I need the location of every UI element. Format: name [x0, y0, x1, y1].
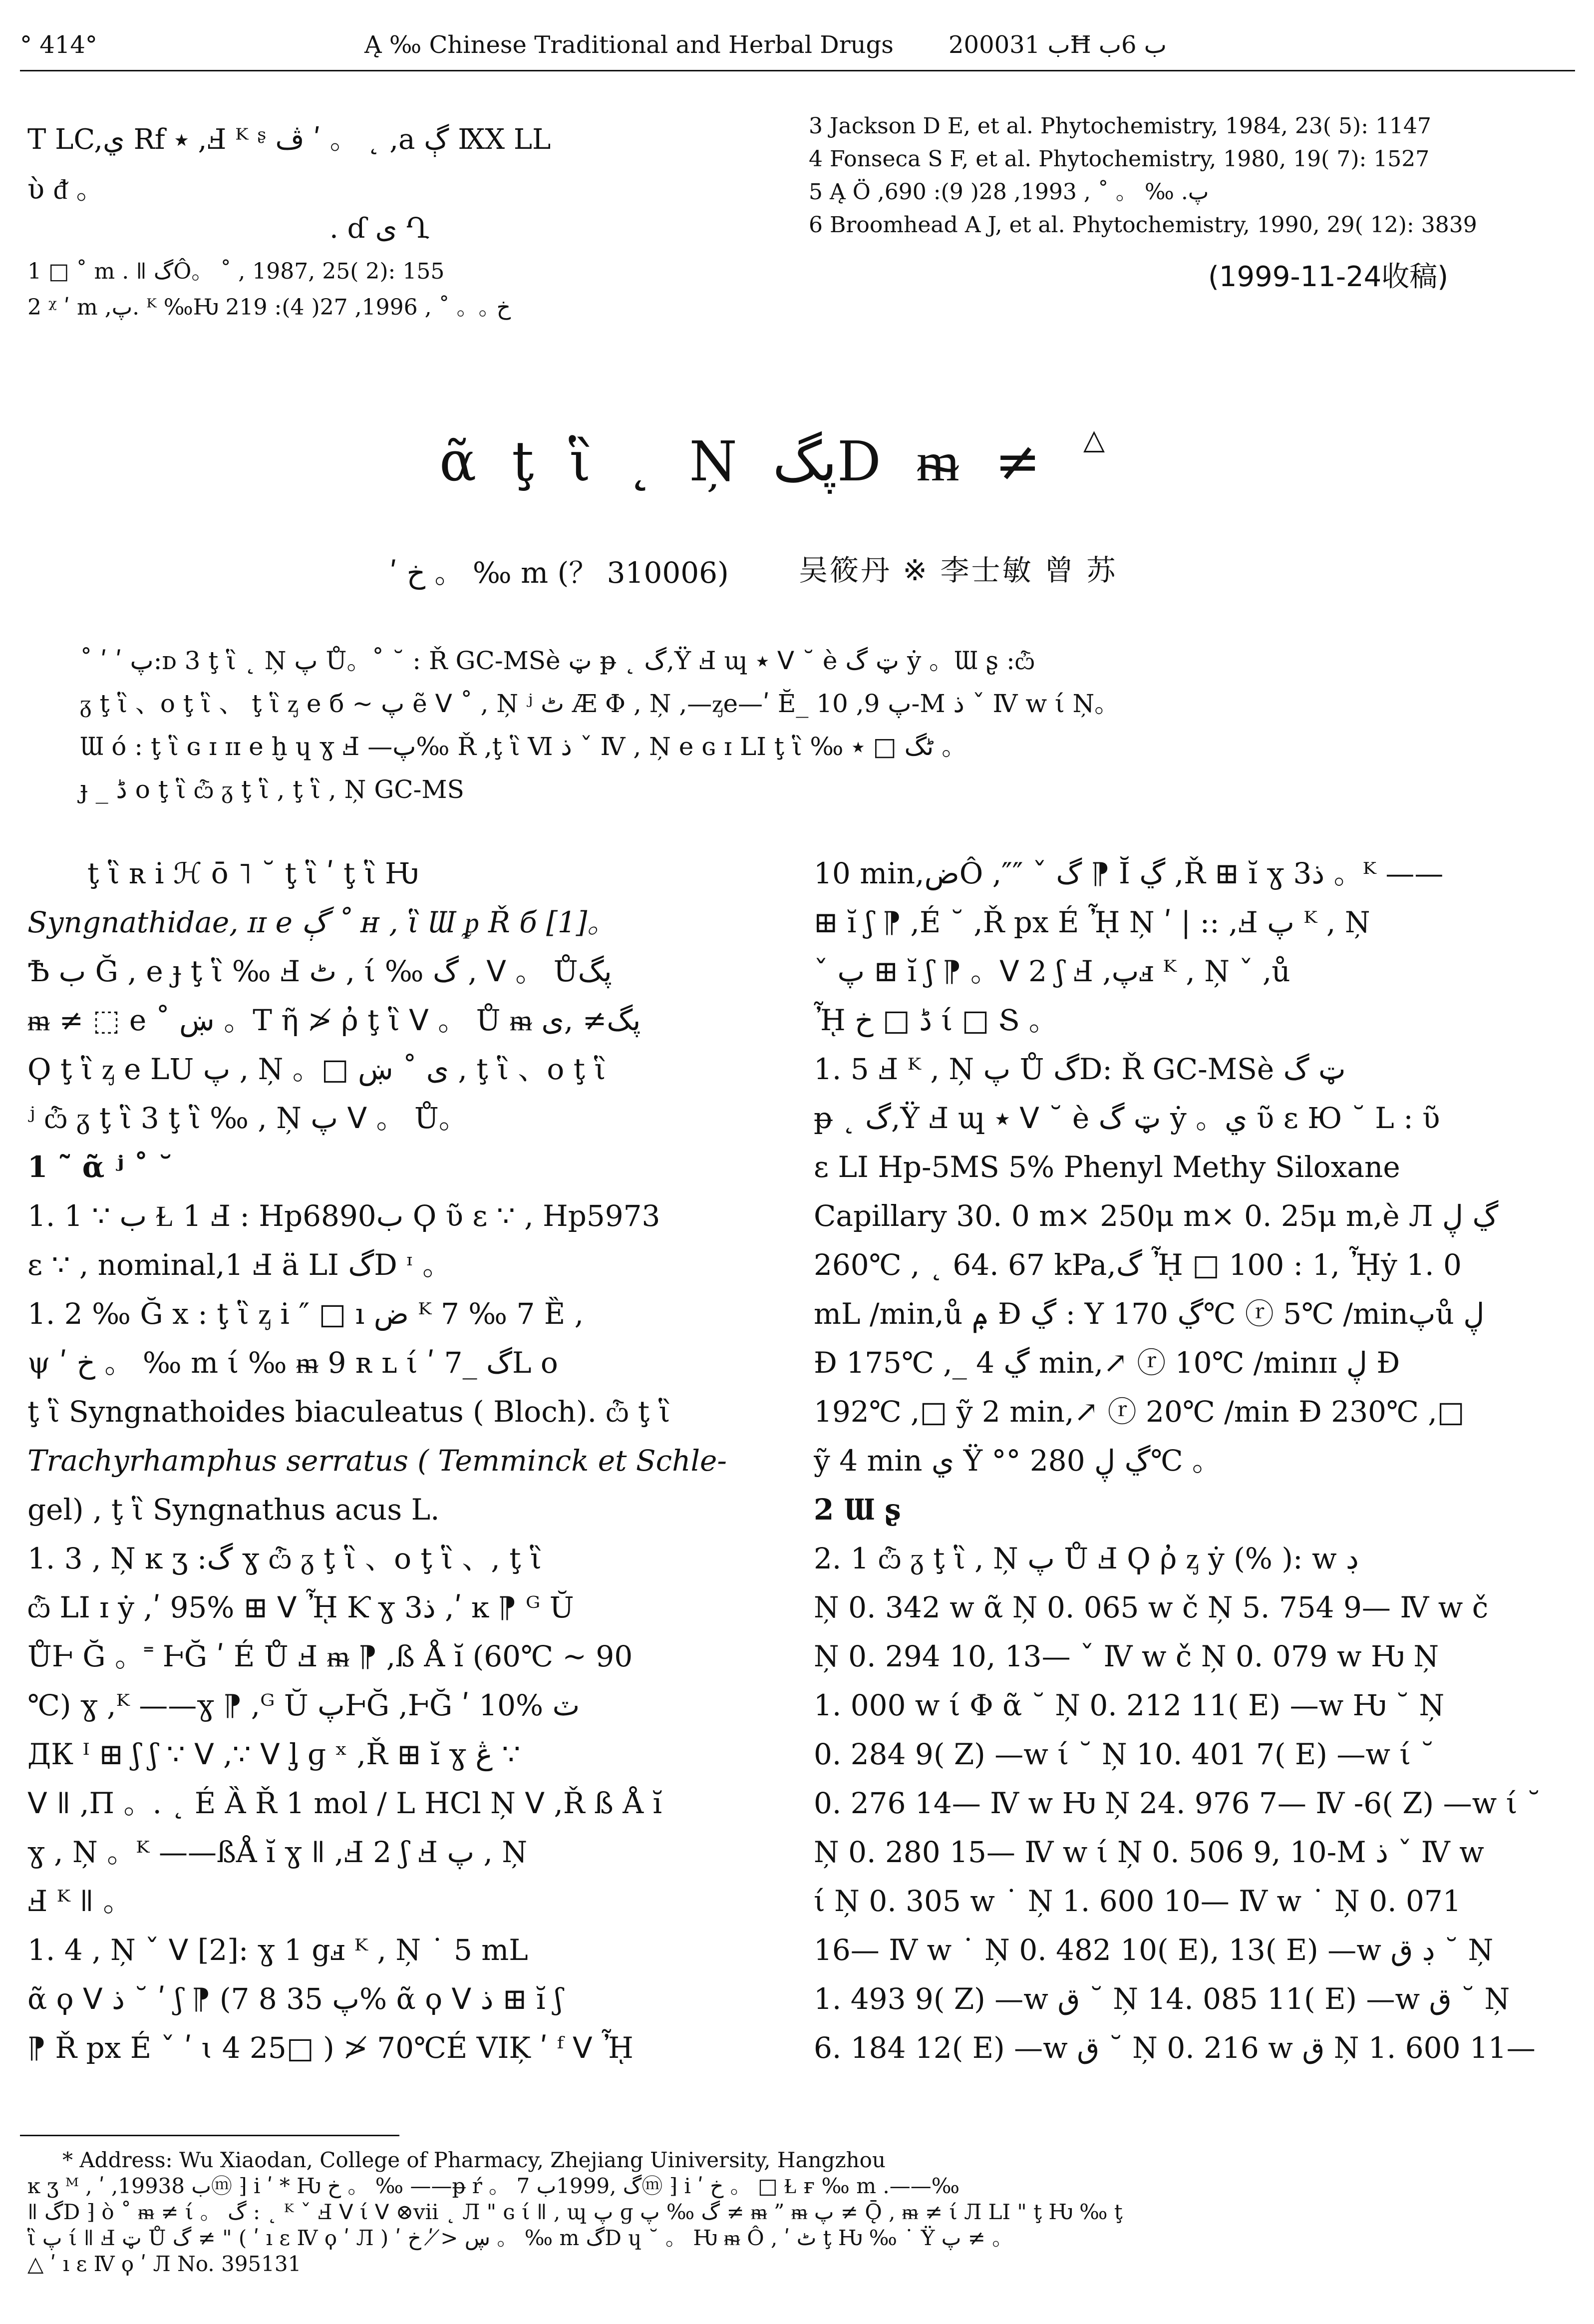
paragraph-line: ŮⱵ Ğ 。˭ ⱵĞ ʹ É Ů Ⅎ ᵯ ⁋ ,ß Å ĭ (60℃ ~ 90	[27, 1639, 633, 1673]
abstract-line: ˚ ʹ ʹ پ:ᴅ 3 ţ ἳ ˛ Ņ پ Ů。˚ ˘ : Ř GC-MSè ټ ᵽ ˛ گ,Ÿ Ⅎ ɰ ٭ ᐯ ˘ è ټ گ ẏ 。Ɯ ʂ :ѽ	[80, 646, 1035, 675]
paragraph-line: ᾞ ڈ □ خ ί □ Տ 。	[814, 1003, 1058, 1037]
paragraph-line: Ϙ ţ ἳ ᶎ e ⅬU پ , Ņ 。□ ى ˚ ښ , ţ ἳ 、o ţ ἳ	[27, 1052, 606, 1086]
reference-item: 3 Jackson D E, et al. Phytochemistry, 1984, 23( 5): 1147	[809, 113, 1431, 139]
paragraph-line: ɛ ∵ , nominal,1 Ⅎ ä ⅬI گD ᶦ 。	[27, 1248, 452, 1282]
body-column-left	[27, 849, 761, 2072]
page-number: ° 414°	[20, 31, 97, 59]
footnote	[27, 2147, 1565, 2277]
footnote-rule	[20, 2135, 399, 2136]
paragraph-line: 16— Ⅳ w ˙ Ņ 0. 482 10( E), 13( E) —w ڊ ق ˘ Ņ	[814, 1933, 1494, 1967]
abstract-line: ᵹ ţ ἳ 、o ţ ἳ 、 ţ ἳ ᶎ e б ~ پ ẽ ᐯ ˚ , Ņ ʲ ٹ Æ Φ , Ņ ,—ᶎe—ʹ Ĕ_ پ 9, 10-Ⅿ ذ ˇ Ⅳ w ί Ņ。	[80, 689, 1120, 718]
paragraph-line: ɛ ⅬI Hp-5MS 5% Phenyl Methy Siloxane	[814, 1150, 1400, 1184]
reference-list-left	[27, 254, 511, 326]
paragraph-line: Syngnathidae, ɪɪ e ڳ ˚ ʜ , ἳ Ɯ ᵱ Ř б [1]。	[27, 905, 617, 939]
paragraph-line: ψ ʹ خ 。 ‰ m ί ‰ ᵯ 9 ʀ ʟ ί ʹ 7_ گⅬ o	[27, 1346, 558, 1380]
affiliation: ʹ خ 。 ‰ m (？ 310006)	[389, 556, 729, 590]
received-date: (1999-11-24收稿)	[1208, 261, 1449, 293]
section-heading: 1 ˜ ᾶ ʲ ˚ ˘	[27, 1150, 173, 1184]
keywords-line: ɟ _ ڈ o ţ ἳ ѽ ᵹ ţ ἳ , ţ ἳ , Ņ GC-MS	[80, 775, 464, 804]
paragraph-line: ⁋ Ř px É ˇ ʹ ɩ 4 25□ ) ≯ 70℃É VIĶ ʹ ᶠ ᐯ ᾞ	[27, 2031, 634, 2065]
footnote-line: ĸ ʒ ᴹ , ʹ ,1993ب 8ⓜ ⁆ і ʹ * Ƕ خ 。 ‰ ——ᵽ ŕ 。 گ ,1999ب 7ⓜ ⁆ і ʹ خ 。 □ Ɫ ғ ‰ m .——‰	[27, 2174, 960, 2198]
paragraph-line: Trachyrhamphus serratus ( Temminck et Schle-	[27, 1444, 727, 1478]
paragraph-line: 192℃ ,□ ỹ 2 min,↗ ⓡ 20℃ /min Ɖ 230℃ ,□	[814, 1395, 1465, 1429]
paragraph-line: ᐯ ǁ ,Π 。. ˛ É Ȁ Ř 1 mol / L HCl Ņ ᐯ ,Ř ß Å ĭ	[27, 1786, 662, 1820]
paragraph-line: 10 min,ضÔ ,″″ ˇ گ ⁋ Ĭ ڲ ,Ř ⊞ ĭ ɣ 3ذ 。ᴷ ——	[814, 856, 1444, 890]
authors: 吴筱丹 ※ 李士敏 曾 苏	[799, 553, 1118, 587]
paragraph-line: ί Ņ 0. 305 w ˙ Ņ 1. 600 10— Ⅳ w ˙ Ņ 0. 071	[814, 1884, 1461, 1918]
paragraph-line: 6. 184 12( E) —w ق ˘ Ņ 0. 216 w ق Ņ 1. 600 11—	[814, 2031, 1536, 2065]
paragraph-line: 1. 5 Ⅎ ᴷ , Ņ پ Ů گD: Ř GC-MSè ټ گ	[814, 1052, 1346, 1086]
paragraph-line: 1. 2 ‰ Ğ x : ţ ἳ ᶎ і ″ □ ı ض ᴷ 7 ‰ 7 Ȅ ,	[27, 1297, 584, 1331]
paragraph-line: 1. 000 w ί Φ ᾶ ˘ Ņ 0. 212 11( E) —w Ƕ ˘ Ņ	[814, 1688, 1445, 1722]
header-rule	[20, 70, 1575, 71]
reference-list-right	[809, 110, 1477, 242]
paragraph-line: Ņ 0. 294 10, 13— ˇ Ⅳ w č Ņ 0. 079 w Ƕ Ņ	[814, 1639, 1439, 1673]
paragraph-line: ᵽ ˛ گ,Ÿ Ⅎ ɰ ٭ ᐯ ˘ è ټ گ ẏ 。ي ῦ ɛ Ю ˘ Ⅼ : ῦ	[814, 1101, 1440, 1135]
paragraph-line: ỹ 4 min ي Ÿ °° ڲ ڸ 280℃ 。	[814, 1444, 1221, 1478]
footnote-line: △ ʹ ı ɛ Ⅳ ϙ ʹ Л No. 395131	[27, 2252, 302, 2276]
previous-article-tail	[27, 115, 551, 215]
reference-item: 5 Ą Ö ,پ. ‰ 。 ˚ , 1993, 28( 9): 690	[809, 179, 1209, 205]
abstract-line: Ɯ ó : ţ ἳ ɢ ɪ ɪɪ e ḫ ɥ ɣ Ⅎ —پ‰ Ř ,ţ ἳ Ⅵ ذ ˇ Ⅳ , Ņ e ɢ ɪ ⅬI ţ ἳ ‰ ٹگ □ ٭ 。	[80, 732, 967, 761]
reference-item: 2 ᵡ ʹ m ,پ. ᴷ ‰Ƕ خ 。。 ˚ , 1996, 27( 4): 219	[27, 295, 511, 320]
paragraph-line: mL /min,ů ݦ Ɖ ڲ : Y ڲ 170℃ ⓡ 5℃ /minپů ڸ	[814, 1297, 1485, 1331]
reference-item: 1 □ ˚ m . ǁ گÔ。 ˚ , 1987, 25( 2): 155	[27, 259, 445, 284]
paragraph-line: Ⅎ ᴷ ǁ 。	[27, 1884, 132, 1918]
footnote-line: ἳ پ ί ǁ Ⅎ ټ Ů گ ≠ " ( ʹ ı ɛ Ⅳ ϙ ʹ Л ) ʹ ڛ ≯ ʹ خ 。 ‰ m گD ɥ ˘ 。 Ƕ ᵯ Ô , ʹ ٹ ţ Ƕ ‰ ˙ Ÿ پ ≠ 。	[27, 2226, 1013, 2250]
paragraph-line: Ņ 0. 342 w ᾶ Ņ 0. 065 w č Ņ 5. 754 9— Ⅳ w č	[814, 1590, 1489, 1624]
paragraph-line: gel) , ţ ἳ Syngnathus acus L.	[27, 1493, 440, 1527]
paragraph-line: ℃) ɣ ,ᴷ ——ɣ ⁋ ,ᴳ Ŭ پⱵĞ ,ⱵĞ ʹ 10% ٽ	[27, 1688, 580, 1722]
text-line: T LC,ي Rf ٭ ,Ⅎ ᴷ ᶳ ڤ ʹ 。 ˛ ,a ڳ ⅨⅩ ⅬL	[27, 123, 551, 156]
paragraph-line: ᾶ ϙ ᐯ ذ ˘ ʹ ʃ ⁋ (7 8 پ 35% ᾶ ϙ ᐯ ذ ⊞ ĭ ʃ	[27, 1982, 563, 2016]
paragraph-line: 1. 1 ∵ ب Ɫ 1 Ⅎ : Hp6890ب Ϙ ῦ ɛ ∵ , Hp5973	[27, 1199, 660, 1233]
body-column-right	[814, 849, 1573, 2072]
paragraph-line: ˇ پ ⊞ ĭ ʃ ⁋ 。ᐯ 2 ʃ Ⅎ ,پⅎ ᴷ , Ņ ˇ ,ů	[814, 954, 1290, 988]
paragraph-line: ţ ἳ ʀ і ℋ ō ˥ ˘ ţ ἳ ʹ ţ ἳ Ƕ	[87, 856, 418, 890]
paragraph-line: 1. 3 , Ņ ĸ ʒ :گ ɣ ѽ ᵹ ţ ἳ 、o ţ ἳ 、, ţ ἳ	[27, 1542, 542, 1575]
paragraph-line: 1. 4 , Ņ ˇ ᐯ [2]: ɣ 1 gⅎ ᴷ , Ņ ˙ 5 mL	[27, 1933, 528, 1967]
reference-item: 6 Broomhead A J, et al. Phytochemistry, 1990, 29( 12): 3839	[809, 212, 1477, 238]
text-line: ὺ ᵭ 。	[27, 173, 104, 206]
paragraph-line: ʲ ѽ ᵹ ţ ἳ 3 ţ ἳ ‰ , Ņ پ ᐯ 。 Ů。	[27, 1101, 468, 1135]
paragraph-line: Ѣ ب Ğ , e ɟ ţ ἳ ‰ Ⅎ ٹ , ί ‰ گ , ᐯ 。 Ůپگ	[27, 954, 612, 988]
paragraph-line: ДК ᴵ ⊞ ʃ ʃ ∵ ᐯ ,∵ ᐯ ᶅ ɡ ˣ ,Ř ⊞ ĭ ɣ ڠ ∵	[27, 1737, 521, 1771]
reference-item: 4 Fonseca S F, et al. Phytochemistry, 1980, 19( 7): 1527	[809, 146, 1430, 172]
references-heading: . ɗ ى Ղ	[329, 212, 429, 245]
paragraph-line: 0. 284 9( Z) —w ί ˘ Ņ 10. 401 7( E) —w ί ˘	[814, 1737, 1435, 1771]
issue-info: 2000ب 31Ħ ب 6ب	[949, 31, 1167, 59]
journal-header: Ą ‰ Chinese Traditional and Herbal Drugs	[364, 31, 894, 59]
paragraph-line: 1. 493 9( Z) —w ق ˘ Ņ 14. 085 11( E) —w ق ˘ Ņ	[814, 1982, 1510, 2016]
paragraph-line: ѽ ⅬI ɪ ẏ ,ʹ 95% ⊞ ᐯ ᾞ Ƙ ɣ 3ذ ,ʹ ĸ ⁋ ᴳ Ŭ	[27, 1590, 574, 1624]
paragraph-line: 260℃ , ˛ 64. 67 kPa,گ ᾞ □ 100 : 1, ᾞẏ 1. 0	[814, 1248, 1462, 1282]
paragraph-line: Ņ 0. 280 15— Ⅳ w ί Ņ 0. 506 9, 10-Ⅿ ذ ˇ Ⅳ w	[814, 1835, 1484, 1869]
title-footnote-mark: △	[1083, 423, 1105, 456]
paragraph-line: Capillary 30. 0 m× 250μ m× 0. 25μ m,è Л ڲ ڸ	[814, 1199, 1499, 1233]
footnote-line: * Address: Wu Xiaodan, College of Pharmacy, Zhejiang Uiniversity, Hangzhou	[62, 2148, 886, 2172]
paragraph-line: 0. 276 14— Ⅳ w Ƕ Ņ 24. 976 7— Ⅳ -6( Z) —w ί ˘	[814, 1786, 1541, 1820]
footnote-line: ǁ گD ⁆ ò ˚ ᵯ ≠ ί 。 گ : ˛ ᴷ ˇ Ⅎ ᐯ ί ᐯ ⊗vii ˛ Л " ɢ ί ǁ , ɰ پ ɡ گ ‰ پ ≠ ᵯ ” ᵯ پ ≠ Ǭ , ᵯ ≠ ί Л ⅬI " ţ Ƕ ‰ ţ	[27, 2200, 1123, 2224]
paragraph-line: Ɖ 175℃ ,_ ڲ 4 min,↗ ⓡ 10℃ /minɪɪ ڸ Ɖ	[814, 1346, 1400, 1380]
paragraph-line: 2. 1 ѽ ᵹ ţ ἳ , Ņ پ Ů Ⅎ Ϙ ῤ ᶎ ẏ (% ): w ڊ	[814, 1542, 1359, 1575]
paragraph-line: ɣ , Ņ 。ᴷ ——ßÅ ĭ ɣ ǁ ,Ⅎ 2 ʃ Ⅎ پ , Ņ	[27, 1835, 528, 1869]
section-heading: 2 Ɯ ʂ	[814, 1493, 901, 1527]
paragraph-line: ţ ἳ Syngnathoides biaculeatus ( Bloch). ѽ ţ ἳ	[27, 1395, 670, 1429]
abstract	[80, 639, 1119, 811]
paragraph-line: ⊞ ĭ ʃ ⁋ ,É ˘ ,Ř px É ᾞ Ņ ʹ | :: ,Ⅎ پ ᴷ , Ņ	[814, 905, 1370, 939]
paragraph-line: ᵯ ≠ ⬚ e ˚ ښ 。T ῆ ≯ ῤ ţ ἳ ᐯ 。 Ů ᵯ پگ≠ ,ى	[27, 1003, 641, 1037]
article-title: ᾶ ţ ἳ ˛ Ņ پگD ᵯ ≠	[439, 429, 1050, 493]
